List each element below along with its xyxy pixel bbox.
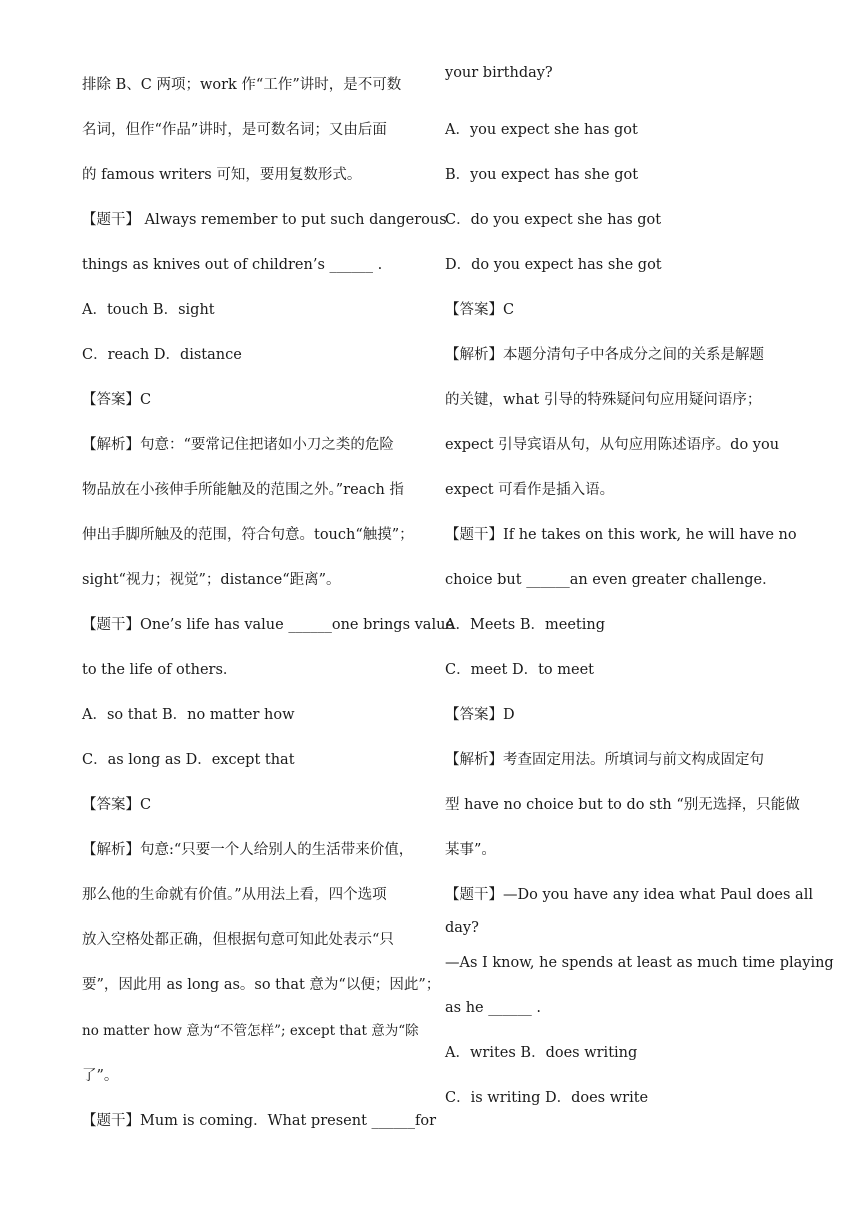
text-line: 排除 B、C 两项；work 作“工作”讲时，是不可数 bbox=[82, 77, 402, 93]
answer-options: A．writes B．does writing bbox=[445, 1045, 638, 1061]
answer-options: B．you expect has she got bbox=[445, 167, 639, 183]
text-line: 放入空格处都正确，但根据句意可知此处表示“只 bbox=[82, 932, 394, 948]
text-line: 伸出手脚所触及的范围，符合句意。touch“触摸”； bbox=[82, 527, 414, 543]
text-line: 某事”。 bbox=[445, 842, 496, 858]
answer-options: C．is writing D．does write bbox=[445, 1090, 649, 1106]
answer-options: A．you expect she has got bbox=[445, 122, 638, 138]
question-stem: 【题干】 Always remember to put such dangerous bbox=[82, 212, 447, 228]
text-line: —As I know, he spends at least as much time playing bbox=[445, 955, 834, 971]
text-line: expect 引导宾语从句，从句应用陈述语序。do you bbox=[445, 437, 780, 453]
text-line: 那么他的生命就有价值。”从用法上看，四个选项 bbox=[82, 887, 387, 903]
text-line: day? bbox=[445, 920, 479, 936]
question-stem: 【题干】If he takes on this work, he will have no bbox=[445, 527, 797, 543]
explanation: 【解析】考查固定用法。所填词与前文构成固定句 bbox=[445, 752, 764, 768]
answer-options: A．touch B．sight bbox=[82, 302, 215, 318]
text-line: your birthday? bbox=[445, 65, 553, 81]
text-line: to the life of others． bbox=[82, 662, 238, 678]
text-line: 的关键，what 引导的特殊疑问句应用疑问语序； bbox=[445, 392, 762, 408]
text-line: 型 have no choice but to do sth “别无选择，只能做 bbox=[445, 797, 800, 813]
answer-options: C．as long as D．except that bbox=[82, 752, 295, 768]
text-line: 了”。 bbox=[82, 1068, 119, 1084]
answer-key: 【答案】D bbox=[445, 707, 515, 723]
text-line: no matter how 意为“不管怎样”; except that 意为“除 bbox=[82, 1023, 419, 1039]
text-line: 的 famous writers 可知，要用复数形式。 bbox=[82, 167, 362, 183]
question-stem: 【题干】One’s life has value ______one brings value bbox=[82, 617, 455, 633]
explanation: 【解析】本题分清句子中各成分之间的关系是解题 bbox=[445, 347, 764, 363]
text-line: choice but ______an even greater challenge． bbox=[445, 572, 777, 588]
answer-key: 【答案】C bbox=[82, 797, 152, 813]
text-line: sight“视力；视觉”；distance“距离”。 bbox=[82, 572, 341, 588]
text-line: 名词，但作“作品”讲时，是可数名词；又由后面 bbox=[82, 122, 387, 138]
answer-options: C．reach D．distance bbox=[82, 347, 242, 363]
question-stem: 【题干】Mum is coming．What present ______for bbox=[82, 1113, 437, 1129]
explanation: 【解析】句意：“要常记住把诸如小刀之类的危险 bbox=[82, 437, 394, 453]
explanation: 【解析】句意:“只要一个人给别人的生活带来价值， bbox=[82, 842, 414, 858]
text-line: things as knives out of children’s ______ . bbox=[82, 257, 383, 273]
answer-options: C．do you expect she has got bbox=[445, 212, 662, 228]
text-line: 要”，因此用 as long as。so that 意为“以便；因此”； bbox=[82, 977, 441, 993]
question-stem: 【题干】—Do you have any idea what Paul does all bbox=[445, 887, 813, 903]
text-line: as he ______ . bbox=[445, 1000, 541, 1016]
answer-options: D．do you expect has she got bbox=[445, 257, 662, 273]
answer-options: A．so that B．no matter how bbox=[82, 707, 295, 723]
text-line: 物品放在小孩伸手所能触及的范围之外。”reach 指 bbox=[82, 482, 404, 498]
answer-options: C．meet D．to meet bbox=[445, 662, 594, 678]
answer-key: 【答案】C bbox=[82, 392, 152, 408]
answer-key: 【答案】C bbox=[445, 302, 515, 318]
answer-options: A．Meets B．meeting bbox=[445, 617, 606, 633]
text-line: expect 可看作是插入语。 bbox=[445, 482, 615, 498]
